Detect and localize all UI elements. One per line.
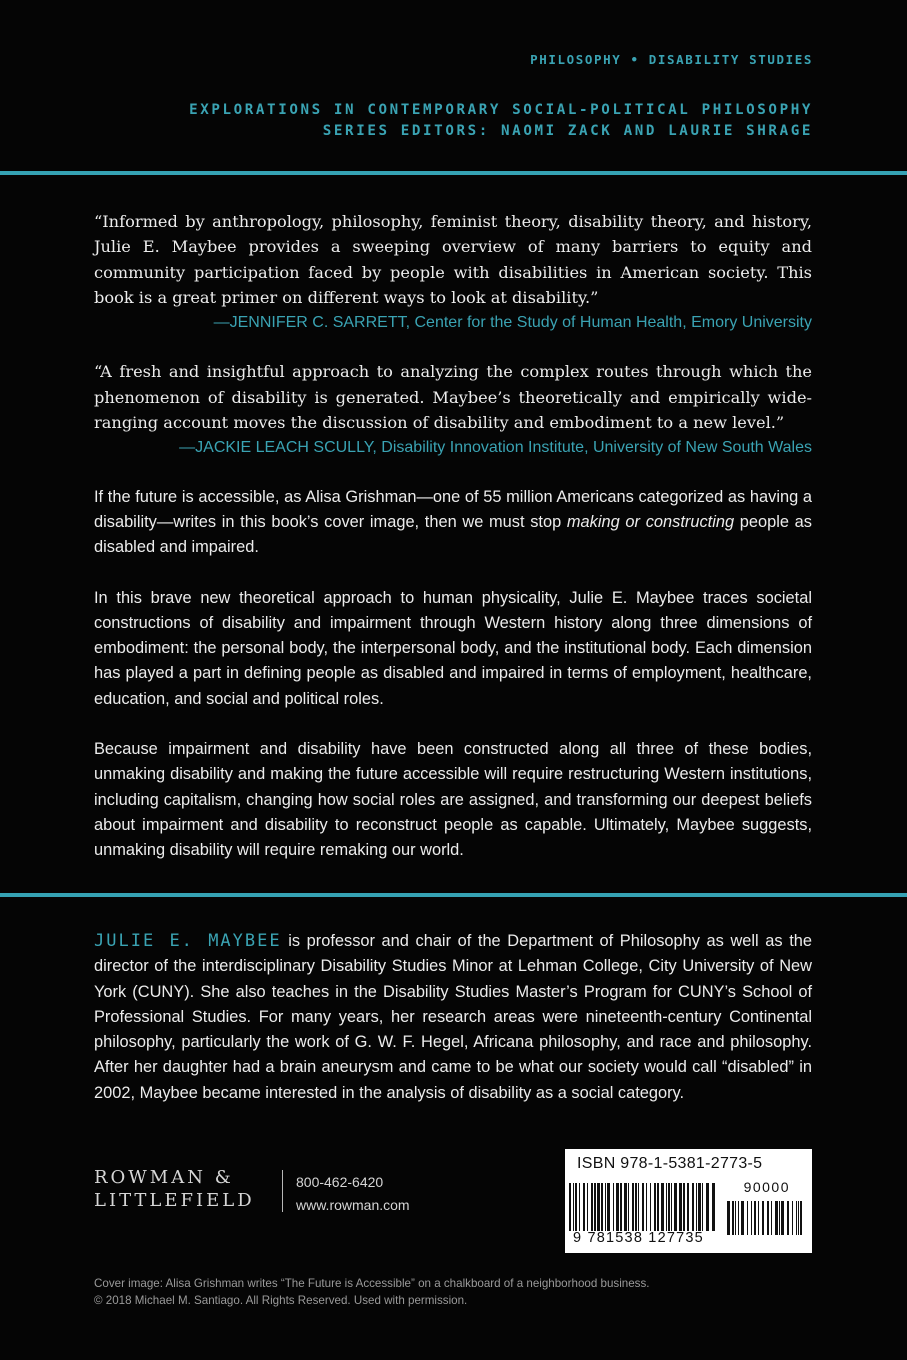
blurb-quote: “Informed by anthropology, philosophy, feminist theory, disability theory, and history, Julie E. Maybee provides a sweeping overview of many barriers to equity and community participation faced by people with disabilities in American society. This book is a great primer on different ways to look at disability.” [94, 212, 812, 307]
description-paragraph: In this brave new theoretical approach to human physicality, Julie E. Maybee traces societal constructions of disability and impairment through Western history along three dimensions of embodiment: the personal body, the interpersonal body, and the institutional body. Each dimension has played a part in defining people as disabled and impaired in terms of employment, healthcare, education, and social and political roles. [94, 588, 812, 708]
author-name: JULIE E. MAYBEE [94, 931, 282, 951]
copyright-line: © 2018 Michael M. Santiago. All Rights Reserved. Used with permission. [94, 1293, 468, 1307]
blurb-attribution: —JACKIE LEACH SCULLY, Disability Innovation Institute, University of New South Wales [179, 439, 812, 457]
description-text: If the future is accessible, as Alisa Grishman—one of 55 million Americans categorized as having a disability—writes in this book’s cover image, then we must stop [94, 487, 812, 531]
publisher-website: www.rowman.com [296, 1197, 410, 1213]
barcode-addon: 90000 [743, 1179, 790, 1195]
cover-credit-line: Cover image: Alisa Grishman writes “The Future is Accessible” on a chalkboard of a neighborhood business. [94, 1277, 650, 1290]
publisher-logo [94, 1166, 255, 1212]
description-paragraph: Because impairment and disability have been constructed along all three of these bodies, unmaking disability and making the future accessible will require restructuring Western institutions, including capitalism, changing how social roles are assigned, and transforming our deepest beliefs about impairment and disability to reconstruct people as capable. Ultimately, Maybee suggests, unmaking disability will require remaking our world. [94, 740, 812, 860]
blurb-quote: “A fresh and insightful approach to analyzing the complex routes through which the phenomenon of disability is generated. Maybee’s theoretically and empirically wide-ranging account moves the discussion of disability and embodiment to a new level.” [94, 362, 812, 433]
bottom-divider [0, 893, 907, 897]
back-cover-text [94, 209, 812, 889]
barcode-number: 9 781538 127735 [573, 1230, 704, 1246]
isbn-label: ISBN 978-1-5381-2773-5 [577, 1155, 763, 1172]
publisher-contact [296, 1171, 410, 1217]
series-info [93, 100, 813, 142]
author-bio [94, 929, 812, 1106]
publisher-name-line2: LITTLEFIELD [94, 1190, 255, 1211]
description-emphasis: making or constructing [566, 512, 735, 531]
cover-credits [94, 1276, 650, 1309]
subject-categories: PHILOSOPHY • DISABILITY STUDIES [530, 52, 813, 67]
series-title: EXPLORATIONS IN CONTEMPORARY SOCIAL-POLITICAL PHILOSOPHY [189, 102, 813, 118]
isbn-barcode [565, 1149, 812, 1253]
series-editors: SERIES EDITORS: NAOMI ZACK AND LAURIE SHRAGE [322, 123, 813, 139]
publisher-phone: 800-462-6420 [296, 1174, 384, 1190]
description-text: people as disabled and impaired. [94, 512, 812, 557]
bio-text: is professor and chair of the Department of Philosophy as well as the director of the interdisciplinary Disability Studies Minor at Lehman College, City University of New York (CUNY). She also teaches in the Disability Studies Master’s Program for CUNY’s School of Professional Studies. For many years, her research areas were nineteenth-century Continental philosophy, particularly the work of G. W. F. Hegel, Africana philosophy, and race and philosophy. After her daughter had a brain aneurysm and came to be what our society would call “disabled” in 2002, Maybee became interested in the analysis of disability as a social category. [94, 932, 812, 1102]
description-paragraph [94, 485, 812, 561]
publisher-separator [282, 1170, 283, 1212]
publisher-name-line1: ROWMAN & [94, 1167, 234, 1188]
top-divider [0, 171, 907, 175]
blurb-attribution: —JENNIFER C. SARRETT, Center for the Study of Human Health, Emory University [213, 314, 812, 332]
